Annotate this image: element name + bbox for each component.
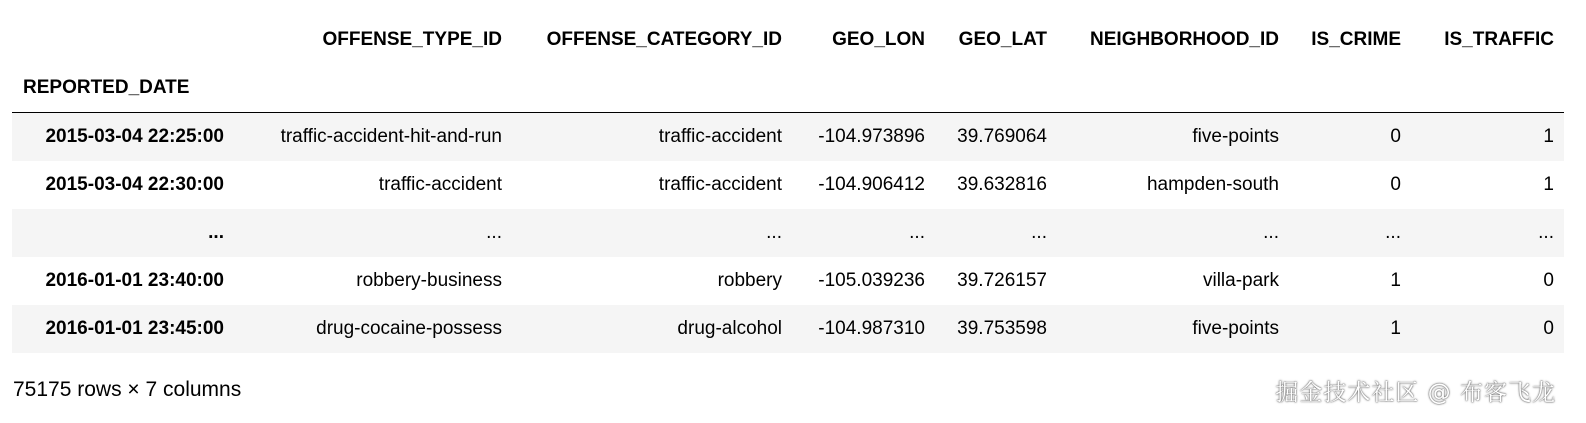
table-cell: -104.987310 [818, 317, 925, 339]
table-cell: drug-alcohol [677, 317, 782, 339]
table-cell: robbery [717, 269, 782, 291]
index-name-header: REPORTED_DATE [12, 64, 234, 113]
table-cell: five-points [1192, 317, 1279, 339]
row-index: 2015-03-04 22:30:00 [45, 173, 224, 195]
table-cell: 39.726157 [957, 269, 1047, 291]
row-index: ... [208, 221, 224, 243]
table-cell: 0 [1543, 317, 1554, 339]
row-index: 2016-01-01 23:40:00 [45, 269, 224, 291]
empty-header-cell [935, 64, 1057, 113]
table-cell: five-points [1192, 125, 1279, 147]
table-cell: 0 [1390, 173, 1401, 195]
column-header: GEO_LAT [958, 29, 1047, 50]
table-row [12, 305, 1564, 353]
column-header: GEO_LON [832, 29, 925, 50]
table-cell: ... [1263, 221, 1279, 243]
table-cell: -104.973896 [818, 125, 925, 147]
table-cell: 1 [1390, 269, 1401, 291]
table-row [12, 113, 1564, 161]
table-cell: ... [1538, 221, 1554, 243]
table-cell: ... [766, 221, 782, 243]
table-cell: 1 [1543, 173, 1554, 195]
index-name-row [12, 64, 1564, 113]
table-cell: 1 [1390, 317, 1401, 339]
row-index: 2015-03-04 22:25:00 [45, 125, 224, 147]
empty-header-cell [1411, 64, 1564, 113]
table-cell: traffic-accident [658, 173, 782, 195]
table-cell: ... [1031, 221, 1047, 243]
row-index: 2016-01-01 23:45:00 [45, 317, 224, 339]
table-cell: 39.753598 [957, 317, 1047, 339]
table-cell: 0 [1543, 269, 1554, 291]
dataframe-output [12, 16, 1564, 353]
empty-header-cell [1057, 64, 1289, 113]
empty-header-cell [234, 64, 512, 113]
column-header: OFFENSE_TYPE_ID [322, 29, 502, 50]
table-cell: ... [909, 221, 925, 243]
column-header: IS_TRAFFIC [1444, 29, 1554, 50]
table-cell: traffic-accident-hit-and-run [280, 125, 502, 147]
table-cell: 39.769064 [957, 125, 1047, 147]
table-cell: 0 [1390, 125, 1401, 147]
table-cell: traffic-accident [658, 125, 782, 147]
table-cell: villa-park [1202, 269, 1279, 291]
table-cell: 1 [1543, 125, 1554, 147]
empty-header-cell [1289, 64, 1411, 113]
table-cell: -104.906412 [818, 173, 925, 195]
table-cell: hampden-south [1146, 173, 1279, 195]
column-header: OFFENSE_CATEGORY_ID [546, 29, 782, 50]
dataframe-table [12, 16, 1564, 353]
table-cell: drug-cocaine-possess [316, 317, 502, 339]
table-row [12, 257, 1564, 305]
column-header: NEIGHBORHOOD_ID [1090, 29, 1279, 50]
empty-header-cell [792, 64, 935, 113]
column-header: IS_CRIME [1311, 29, 1401, 50]
table-row [12, 161, 1564, 209]
table-cell: ... [1385, 221, 1401, 243]
empty-header-cell [512, 64, 792, 113]
ellipsis-row [12, 209, 1564, 257]
table-cell: traffic-accident [378, 173, 502, 195]
site-watermark: 掘金技术社区 @ 布客飞龙 [1275, 380, 1556, 406]
table-cell: ... [486, 221, 502, 243]
table-cell: robbery-business [356, 269, 502, 291]
dataframe-shape-summary: 75175 rows × 7 columns [13, 378, 242, 401]
table-cell: -105.039236 [818, 269, 925, 291]
corner-cell [12, 16, 234, 64]
column-header-row [12, 16, 1564, 64]
table-cell: 39.632816 [957, 173, 1047, 195]
